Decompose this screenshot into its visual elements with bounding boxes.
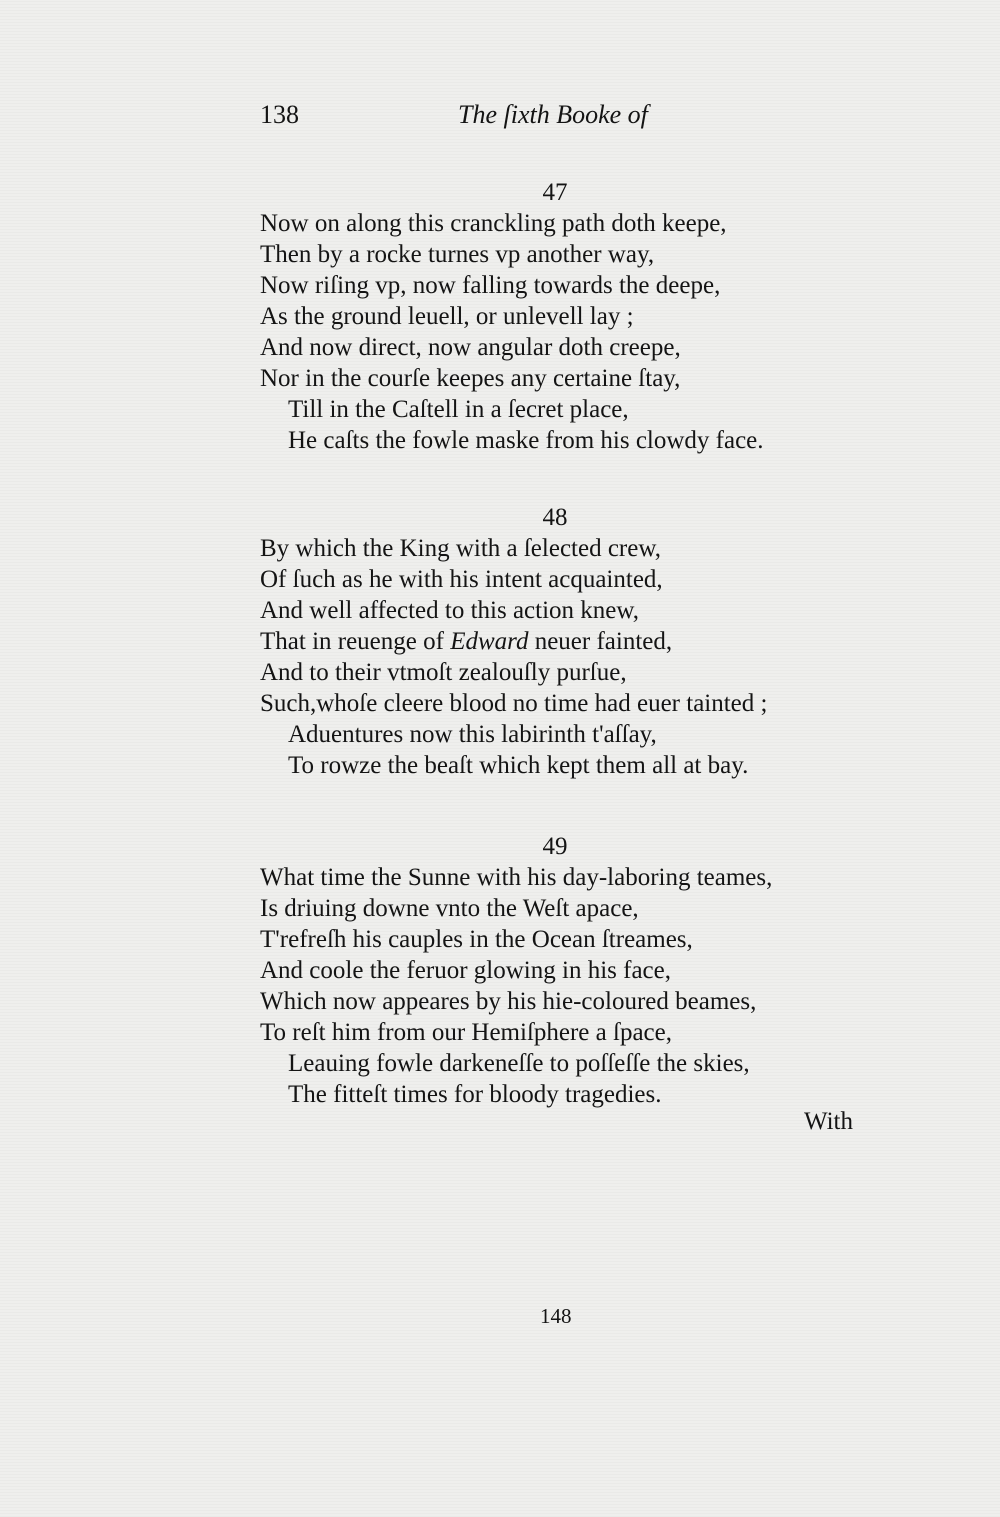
verse-line: Now riſing vp, now falling towards the deepe, bbox=[260, 272, 721, 299]
stanza-number: 49 bbox=[542, 833, 568, 860]
verse-line: What time the Sunne with his day-laboring teames, bbox=[260, 864, 773, 891]
stanza-number: 48 bbox=[542, 504, 568, 531]
verse-line: Nor in the courſe keepes any certaine ſtay, bbox=[260, 365, 681, 392]
running-head bbox=[260, 100, 860, 136]
page-number: 138 bbox=[260, 100, 299, 129]
verse-line-couplet: Aduentures now this labirinth t'aſſay, bbox=[288, 721, 657, 748]
verse-line-couplet: Leauing fowle darkeneſſe to poſſeſſe the skies, bbox=[288, 1050, 750, 1077]
verse-line: Now on along this cranckling path doth keepe, bbox=[260, 210, 727, 237]
catchword: With bbox=[804, 1108, 853, 1135]
verse-line: By which the King with a ſelected crew, bbox=[260, 535, 662, 562]
verse-line: Is driuing downe vnto the Weſt apace, bbox=[260, 895, 639, 922]
stanza-number: 47 bbox=[542, 179, 568, 206]
verse-line: Which now appeares by his hie-coloured beames, bbox=[260, 988, 757, 1015]
verse-line: T'refreſh his cauples in the Ocean ſtreames, bbox=[260, 926, 693, 953]
verse-line: Such,whoſe cleere blood no time had euer tainted ; bbox=[260, 690, 768, 717]
verse-line: And coole the feruor glowing in his face, bbox=[260, 957, 671, 984]
footer-number: 148 bbox=[540, 1304, 572, 1328]
verse-line: And well affected to this action knew, bbox=[260, 597, 640, 624]
verse-text: That in reuenge of bbox=[260, 628, 451, 655]
running-title: The ſixth Booke of bbox=[458, 100, 648, 129]
stanza-47 bbox=[260, 178, 880, 456]
verse-text: neuer fainted, bbox=[528, 628, 673, 655]
verse-line: And to their vtmoſt zealouſly purſue, bbox=[260, 659, 627, 686]
verse-line-with-italic bbox=[260, 626, 880, 657]
verse-line: Then by a rocke turnes vp another way, bbox=[260, 241, 655, 268]
verse-line-couplet: He caſts the fowle maske from his clowdy face. bbox=[288, 427, 764, 454]
verse-line: And now direct, now angular doth creepe, bbox=[260, 334, 681, 361]
verse-line-couplet: The fitteſt times for bloody tragedies. bbox=[288, 1081, 662, 1108]
verse-line: To reſt him from our Hemiſphere a ſpace, bbox=[260, 1019, 672, 1046]
verse-line: As the ground leuell, or unlevell lay ; bbox=[260, 303, 634, 330]
stanza-49 bbox=[260, 832, 880, 1110]
verse-line: Of ſuch as he with his intent acquainted, bbox=[260, 566, 663, 593]
stanza-48 bbox=[260, 503, 880, 781]
verse-line-couplet: To rowze the beaſt which kept them all at bay. bbox=[288, 752, 749, 779]
italic-name: Edward bbox=[450, 628, 529, 655]
verse-line-couplet: Till in the Caſtell in a ſecret place, bbox=[288, 396, 629, 423]
